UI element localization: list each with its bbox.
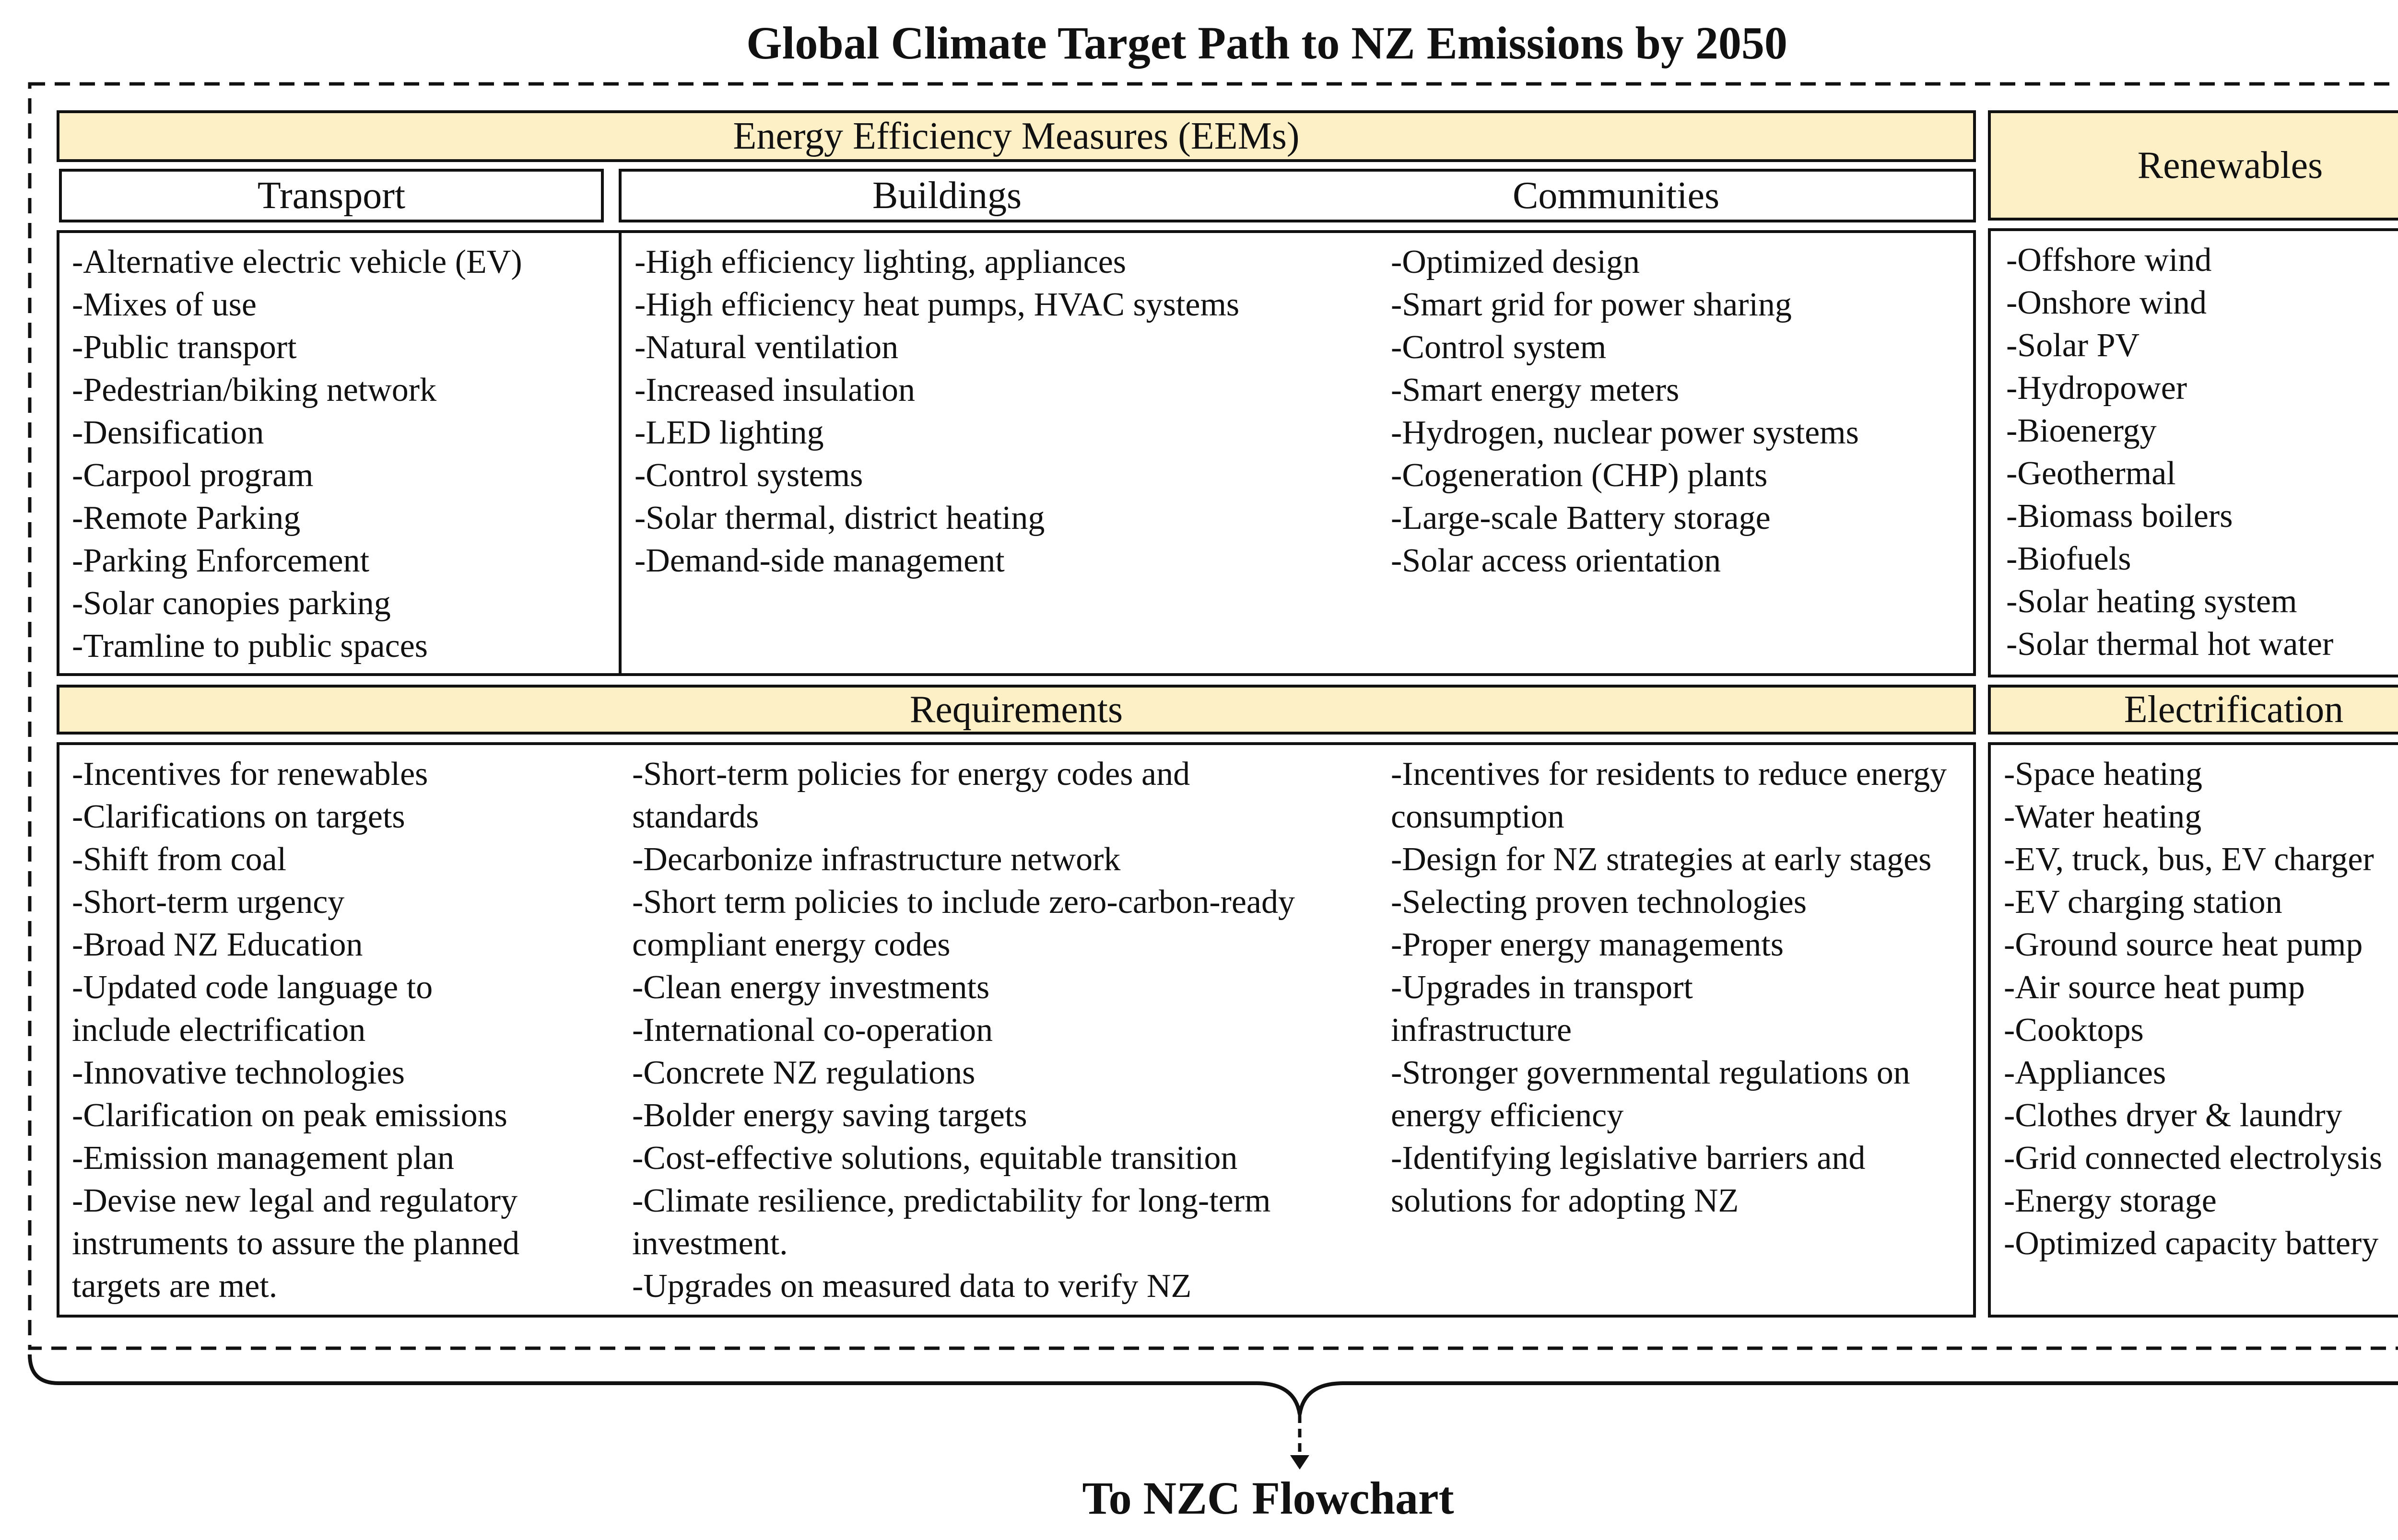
- electrification-list: [2004, 753, 2382, 1265]
- transport-list: [72, 241, 522, 667]
- list-item: -Innovative technologies: [72, 1054, 405, 1091]
- communities-label: Communities: [1513, 174, 1720, 217]
- list-item: -Decarbonize infrastructure network: [632, 841, 1121, 878]
- requirements-header: [57, 685, 1976, 735]
- list-item: -Solar PV: [2006, 327, 2140, 364]
- requirements-list-2: [632, 753, 1352, 1307]
- list-item: -Control system: [1391, 329, 1607, 366]
- requirements-label: Requirements: [909, 688, 1123, 731]
- list-item: -Stronger governmental regulations on energy efficiency: [1391, 1054, 1910, 1134]
- list-item: -EV, truck, bus, EV charger: [2004, 841, 2374, 878]
- list-item: -Solar thermal hot water: [2006, 626, 2334, 663]
- list-item: -Concrete NZ regulations: [632, 1054, 976, 1091]
- electrification-label: Electrification: [2124, 688, 2344, 731]
- flow-arrow-head: [1290, 1455, 1309, 1470]
- list-item: -Proper energy managements: [1391, 926, 1784, 963]
- list-item: -Emission management plan: [72, 1140, 455, 1177]
- list-item: -Control systems: [635, 457, 863, 494]
- list-item: -Smart energy meters: [1391, 372, 1680, 408]
- list-item: -International co-operation: [632, 1012, 993, 1049]
- list-item: -Parking Enforcement: [72, 542, 370, 579]
- diagram-title: Global Climate Target Path to NZ Emissions by 2050: [746, 17, 1787, 69]
- list-item: -Onshore wind: [2006, 284, 2207, 321]
- list-item: -Carpool program: [72, 457, 314, 494]
- list-item: -High efficiency lighting, appliances: [635, 244, 1127, 280]
- list-item: -Selecting proven technologies: [1391, 884, 1807, 921]
- list-item: -Remote Parking: [72, 500, 301, 537]
- list-item: -Updated code language to include electrification: [72, 969, 433, 1049]
- list-item: -Solar thermal, district heating: [635, 500, 1045, 537]
- renewables-label: Renewables: [2137, 144, 2323, 187]
- list-item: -Solar heating system: [2006, 583, 2297, 620]
- list-item: -Offshore wind: [2006, 242, 2212, 279]
- list-item: -Biomass boilers: [2006, 498, 2233, 535]
- buildings-label: Buildings: [872, 174, 1022, 217]
- list-item: -Broad NZ Education: [72, 926, 363, 963]
- list-item: -Demand-side management: [635, 542, 1005, 579]
- eems-divider: [619, 230, 622, 676]
- transport-label: Transport: [257, 174, 406, 217]
- list-item: -Grid connected electrolysis: [2004, 1140, 2383, 1177]
- list-item: -Cost-effective solutions, equitable transition: [632, 1140, 1238, 1177]
- buildings-communities-header: [619, 169, 1976, 222]
- list-item: -Optimized design: [1391, 244, 1640, 280]
- list-item: -Identifying legislative barriers and solutions for adopting NZ: [1391, 1140, 1866, 1219]
- list-item: -Biofuels: [2006, 540, 2131, 577]
- list-item: -Large-scale Battery storage: [1391, 500, 1771, 537]
- list-item: -Alternative electric vehicle (EV): [72, 244, 522, 280]
- list-item: -Shift from coal: [72, 841, 287, 878]
- list-item: -Incentives for residents to reduce energy consumption: [1391, 756, 1947, 835]
- renewables-header: [1988, 110, 2398, 221]
- list-item: -Natural ventilation: [635, 329, 899, 366]
- list-item: -Air source heat pump: [2004, 969, 2305, 1006]
- summary-brace: [30, 1354, 2398, 1414]
- list-item: -Climate resilience, predictability for long-term investment.: [632, 1182, 1271, 1262]
- electrification-header: [1988, 685, 2398, 735]
- renewables-list: [2006, 239, 2333, 665]
- flowchart-link-label: To NZC Flowchart: [1082, 1472, 1454, 1524]
- list-item: -Clean energy investments: [632, 969, 990, 1006]
- list-item: -LED lighting: [635, 414, 824, 451]
- list-item: -Tramline to public spaces: [72, 628, 428, 665]
- list-item: -Ground source heat pump: [2004, 926, 2363, 963]
- list-item: -Energy storage: [2004, 1182, 2217, 1219]
- list-item: -Short term policies to include zero-carbon-ready compliant energy codes: [632, 884, 1295, 963]
- list-item: -Hydrogen, nuclear power systems: [1391, 414, 1859, 451]
- list-item: -Space heating: [2004, 756, 2202, 793]
- eems-header: [57, 110, 1976, 162]
- list-item: -Short-term urgency: [72, 884, 345, 921]
- list-item: -Short-term policies for energy codes and standards: [632, 756, 1190, 835]
- list-item: -Increased insulation: [635, 372, 916, 408]
- list-item: -Clarification on peak emissions: [72, 1097, 507, 1134]
- list-item: -Upgrades on measured data to verify NZ: [632, 1268, 1192, 1305]
- requirements-list-1: [72, 753, 623, 1307]
- list-item: -Devise new legal and regulatory instruments to assure the planned targets are met.: [72, 1182, 520, 1305]
- requirements-list-3: [1391, 753, 1962, 1222]
- buildings-list: [635, 241, 1239, 582]
- communities-list: [1391, 241, 1859, 582]
- list-item: -Solar canopies parking: [72, 585, 391, 622]
- list-item: -Bioenergy: [2006, 412, 2157, 449]
- list-item: -Incentives for renewables: [72, 756, 428, 793]
- list-item: -Cooktops: [2004, 1012, 2144, 1049]
- list-item: -Smart grid for power sharing: [1391, 286, 1792, 323]
- list-item: -Clothes dryer & laundry: [2004, 1097, 2342, 1134]
- list-item: -Pedestrian/biking network: [72, 372, 437, 408]
- list-item: -Appliances: [2004, 1054, 2166, 1091]
- list-item: -Public transport: [72, 329, 297, 366]
- list-item: -Design for NZ strategies at early stages: [1391, 841, 1932, 878]
- list-item: -Water heating: [2004, 798, 2202, 835]
- list-item: -Upgrades in transport infrastructure: [1391, 969, 1693, 1049]
- list-item: -Solar access orientation: [1391, 542, 1721, 579]
- list-item: -Densification: [72, 414, 264, 451]
- list-item: -Clarifications on targets: [72, 798, 405, 835]
- list-item: -Optimized capacity battery: [2004, 1225, 2379, 1262]
- transport-header: [59, 169, 604, 222]
- list-item: -EV charging station: [2004, 884, 2282, 921]
- list-item: -Mixes of use: [72, 286, 257, 323]
- eems-header-label: Energy Efficiency Measures (EEMs): [733, 115, 1300, 157]
- list-item: -Geothermal: [2006, 455, 2176, 492]
- list-item: -Cogeneration (CHP) plants: [1391, 457, 1768, 494]
- list-item: -Hydropower: [2006, 370, 2187, 407]
- list-item: -High efficiency heat pumps, HVAC systems: [635, 286, 1240, 323]
- list-item: -Bolder energy saving targets: [632, 1097, 1027, 1134]
